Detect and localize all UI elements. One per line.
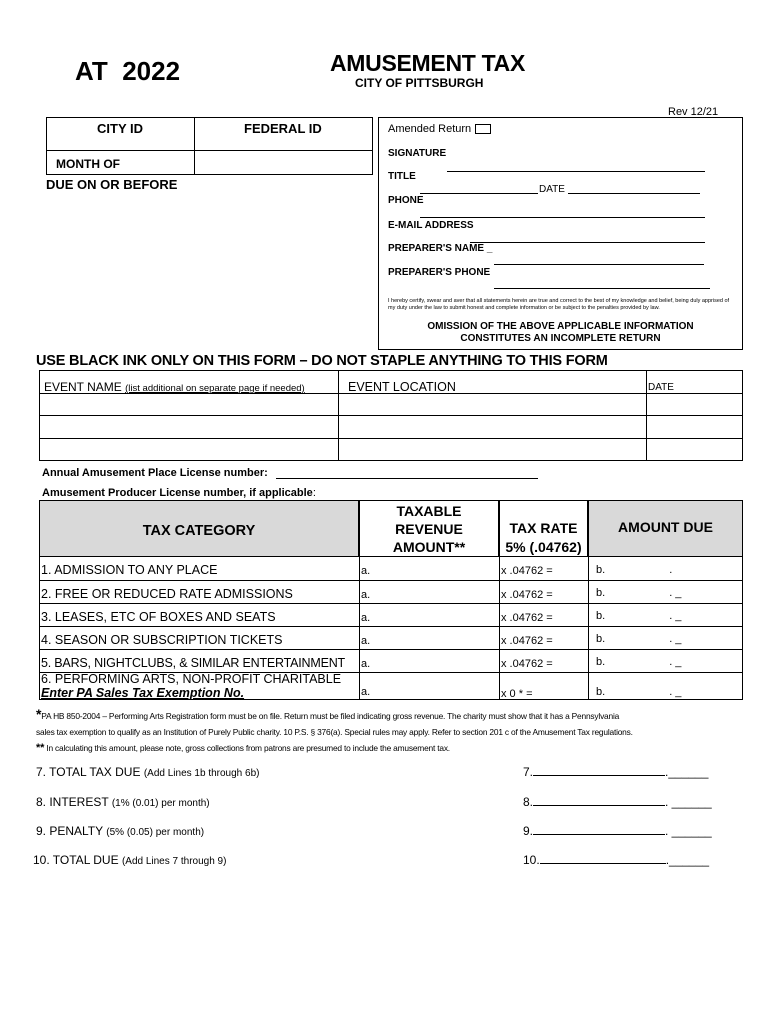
row-2-rate: x .04762 = xyxy=(501,589,553,601)
signature-line[interactable] xyxy=(447,171,705,172)
federal-id-field[interactable] xyxy=(196,129,368,149)
row-1-amount-field[interactable]: b. . xyxy=(596,564,673,576)
footnotes: *PA HB 850-2004 – Performing Arts Registration form must be on file. Return must be filed indicating gross revenue. The charity must show that it has a Pennsylvania sales tax exemption to qualify as an Institution of Purely Public charity. 10 P.S. § 376(a). Special rules may apply. Refer to section 201 c of the Amusement Tax regulations. ** In calculating this amount, please note, gross collections from patrons are presumed to include the amusement tax. xyxy=(36,706,633,754)
city-id-field[interactable] xyxy=(50,129,190,149)
row-6-amount-field[interactable]: b. . _ xyxy=(596,686,682,698)
omission-notice: OMISSION OF THE ABOVE APPLICABLE INFORMATION CONSTITUTES AN INCOMPLETE RETURN xyxy=(427,321,694,344)
event-date-header: DATE xyxy=(648,382,674,393)
certification-text: I hereby certify, swear and aver that all statements herein are true and correct to the best of my knowledge and belief, being duly apprised of my duty under the law to submit honest and complete information or be subject to the penalties provided by law. xyxy=(388,298,730,311)
event-location-field-3[interactable] xyxy=(339,439,645,460)
row-6-category: 6. PERFORMING ARTS, NON-PROFIT CHARITABLE Enter PA Sales Tax Exemption No. xyxy=(41,672,342,700)
interest-label: 8. INTEREST (1% (0.01) per month) xyxy=(36,795,210,809)
month-of-field[interactable] xyxy=(196,153,368,173)
row-5-category: 5. BARS, NIGHTCLUBS, & SIMILAR ENTERTAINMENT xyxy=(41,656,345,670)
tax-category-header: TAX CATEGORY xyxy=(142,523,256,539)
event-name-header: EVENT NAME (list additional on separate page if needed) xyxy=(44,380,305,394)
preparer-phone-line[interactable] xyxy=(494,288,710,289)
total-due-label: 10. TOTAL DUE (Add Lines 7 through 9) xyxy=(33,853,227,867)
event-location-header: EVENT LOCATION xyxy=(348,380,456,394)
row-2-taxable-field[interactable]: a. xyxy=(361,589,371,601)
phone-label: PHONE xyxy=(388,195,424,206)
event-location-field-1[interactable] xyxy=(339,394,645,415)
total-due-field[interactable]: 10. .______ xyxy=(523,853,710,867)
title-label: TITLE xyxy=(388,171,416,182)
row-4-rate: x .04762 = xyxy=(501,635,553,647)
row-6-rate: x 0 * = xyxy=(501,688,533,700)
federal-id-label: FEDERAL ID xyxy=(244,121,322,136)
row-5-amount-field[interactable]: b. . _ xyxy=(596,656,682,668)
total-tax-due-field[interactable]: 7. .______ xyxy=(523,765,709,779)
event-location-field-2[interactable] xyxy=(339,416,645,437)
event-name-field-3[interactable] xyxy=(40,439,337,460)
row-5-rate: x .04762 = xyxy=(501,658,553,670)
row-3-amount-field[interactable]: b. . _ xyxy=(596,610,682,622)
preparer-phone-label: PREPARER'S PHONE xyxy=(388,267,491,278)
preparer-name-label: PREPARER'S NAME _ xyxy=(388,243,493,254)
row-5-taxable-field[interactable]: a. xyxy=(361,658,371,670)
event-name-field-2[interactable] xyxy=(40,416,337,437)
revision-label: Rev 12/21 xyxy=(668,106,719,118)
row-1-rate: x .04762 = xyxy=(501,565,553,577)
row-1-category: 1. ADMISSION TO ANY PLACE xyxy=(41,563,218,577)
row-4-category: 4. SEASON OR SUBSCRIPTION TICKETS xyxy=(41,633,283,647)
annual-license-line[interactable] xyxy=(276,478,538,479)
interest-field[interactable]: 8. . ______ xyxy=(523,795,712,809)
city-id-label: CITY ID xyxy=(97,121,143,136)
exemption-number-label: Enter PA Sales Tax Exemption No. xyxy=(41,686,245,700)
form-subtitle: CITY OF PITTSBURGH xyxy=(355,76,484,90)
preparer-name-line[interactable] xyxy=(494,264,704,265)
amount-due-header: AMOUNT DUE xyxy=(618,519,713,535)
row-6-taxable-field[interactable]: a. xyxy=(361,686,371,698)
penalty-label: 9. PENALTY (5% (0.05) per month) xyxy=(36,824,205,838)
row-3-taxable-field[interactable]: a. xyxy=(361,612,371,624)
annual-license-label: Annual Amusement Place License number: xyxy=(42,467,268,479)
event-date-field-1[interactable] xyxy=(647,394,742,415)
row-4-amount-field[interactable]: b. . _ xyxy=(596,633,682,645)
row-2-category: 2. FREE OR REDUCED RATE ADMISSIONS xyxy=(41,587,293,601)
date-label: DATE xyxy=(539,184,565,195)
row-3-rate: x .04762 = xyxy=(501,612,553,624)
event-date-field-2[interactable] xyxy=(647,416,742,437)
penalty-field[interactable]: 9. . ______ xyxy=(523,824,712,838)
email-label: E-MAIL ADDRESS xyxy=(388,220,474,231)
signature-label: SIGNATURE xyxy=(388,148,447,159)
taxable-revenue-header: TAXABLE REVENUE AMOUNT** xyxy=(392,503,466,555)
form-title: AMUSEMENT TAX xyxy=(330,50,526,76)
row-1-taxable-field[interactable]: a. xyxy=(361,565,371,577)
row-3-category: 3. LEASES, ETC OF BOXES AND SEATS xyxy=(41,610,276,624)
ink-notice: USE BLACK INK ONLY ON THIS FORM – DO NOT STAPLE ANYTHING TO THIS FORM xyxy=(36,353,608,369)
form-code: AT 2022 xyxy=(75,56,181,86)
tax-rate-header: TAX RATE 5% (.04762) xyxy=(505,520,582,555)
row-4-taxable-field[interactable]: a. xyxy=(361,635,371,647)
total-tax-due-label: 7. TOTAL TAX DUE (Add Lines 1b through 6b) xyxy=(36,765,260,779)
due-date-label: DUE ON OR BEFORE xyxy=(46,177,178,192)
event-date-field-3[interactable] xyxy=(647,439,742,460)
row-2-amount-field[interactable]: b. . _ xyxy=(596,587,682,599)
producer-license-label: Amusement Producer License number, if applicable: xyxy=(42,487,316,499)
amended-return-checkbox[interactable] xyxy=(475,124,491,134)
amended-return: Amended Return xyxy=(388,123,491,135)
email-line[interactable] xyxy=(470,242,705,243)
title-line[interactable] xyxy=(420,193,538,194)
month-of-label: MONTH OF xyxy=(56,157,120,171)
date-line[interactable] xyxy=(568,193,700,194)
phone-line[interactable] xyxy=(420,217,705,218)
event-name-field-1[interactable] xyxy=(40,394,337,415)
